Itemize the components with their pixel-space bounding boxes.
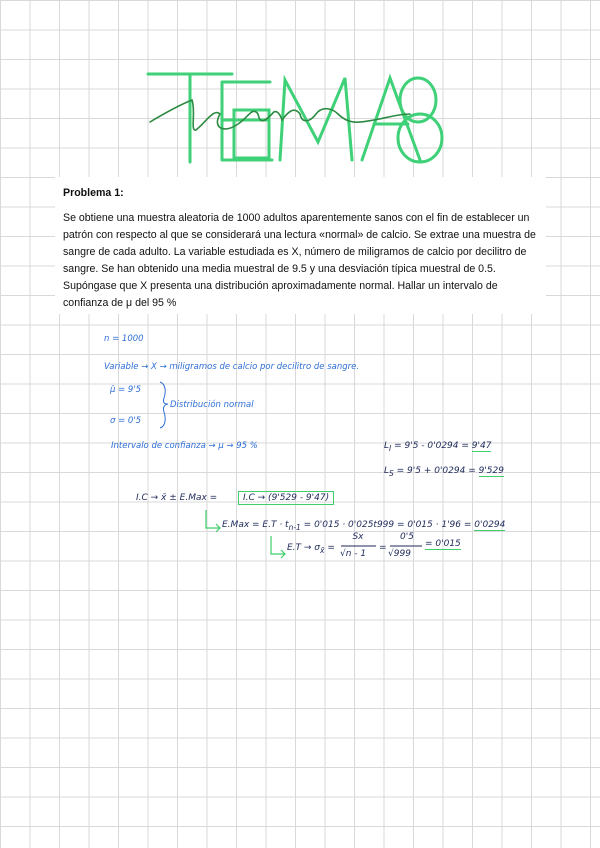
emax-result: 0'0294 <box>474 520 506 530</box>
problem-statement <box>55 177 546 314</box>
block-letters <box>148 74 442 162</box>
lower-limit: $L_I = 9'5 - 0'0294 = 9'47$ <box>384 441 492 453</box>
problem-text: Se obtiene una muestra aleatoria de 1000 adultos aparentemente sanos con el fin de establecer un patrón con respecto al que se considerará una lectura «normal» de calcio. Se extrae una muestra de sangre de cada adulto. La variable estudiada es X, número de miligramos de calcio por decilitro de sangre. Se han obtenido una media muestral de 9.5 y una desviación típica muestral de 0.5. Supóngase que X presenta una distribución aproximadamente normal. Hallar un intervalo de confianza de μ del 95 % <box>63 212 536 309</box>
et-result: = 0'015 <box>425 539 461 549</box>
note-n: n = 1000 <box>104 334 144 344</box>
ic-formula: I.C → x̄ ± E.Max = <box>136 493 218 503</box>
lower-limit-result: 9'47 <box>471 441 492 451</box>
fraction-1-numerator: Sx <box>352 532 364 542</box>
note-distribution: Distribución normal <box>170 400 254 410</box>
arrows <box>206 510 285 558</box>
title-lettering <box>140 62 450 167</box>
upper-limit-result: 9'529 <box>478 466 504 476</box>
problem-heading: Problema 1: <box>63 187 124 199</box>
ic-result-box: I.C → (9'529 - 9'47) <box>238 491 334 505</box>
upper-limit: $L_S = 9'5 + 0'0294 = 9'529$ <box>384 466 504 478</box>
note-mu: μ̄ = 9'5 <box>110 385 142 395</box>
page-title <box>140 62 450 167</box>
brace <box>160 382 168 428</box>
fraction-2-numerator: 0'5 <box>400 532 414 542</box>
title-text: TEMA 8 <box>145 78 149 79</box>
note-sigma: σ = 0'5 <box>110 416 142 426</box>
fraction-1-denominator: √n - 1 <box>340 549 367 559</box>
note-variable: Variable → X → miligramos de calcio por decilitro de sangre. <box>104 362 360 372</box>
emax-formula: $E.Max = E.T \cdot t_{n-1} = 0'015 \cdot 0'025t999 = 0'015 \cdot 1'96 = 0'0294$ <box>222 520 506 532</box>
note-interval: Intervalo de confianza → μ → 95 % <box>111 441 258 451</box>
fraction-2-denominator: √999 <box>388 549 411 559</box>
title-script-text: tema <box>145 80 148 81</box>
et-formula: $E.T \to \sigma_{x̄}$ = <box>287 543 335 555</box>
equals-sign: = <box>379 543 387 553</box>
